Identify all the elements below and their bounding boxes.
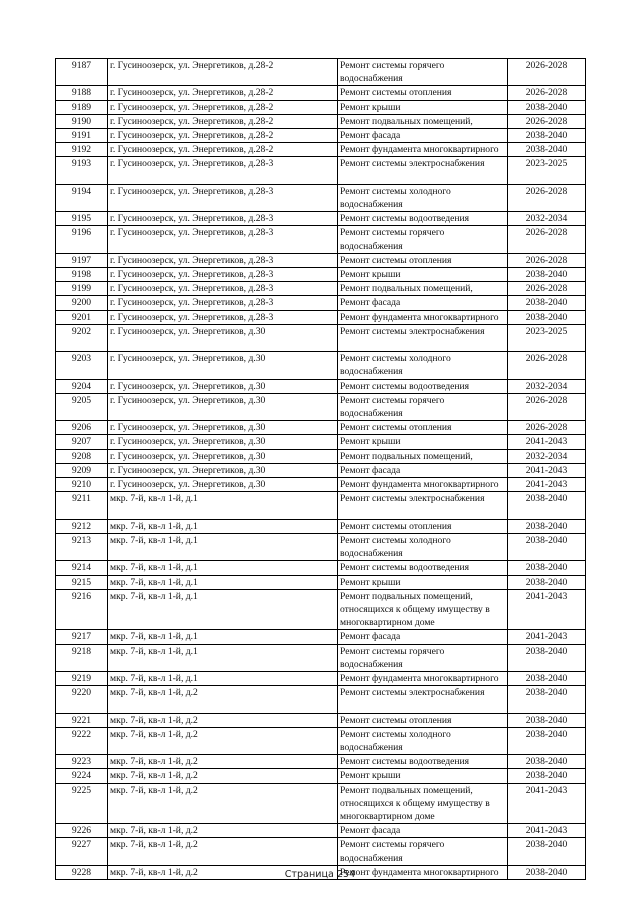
- row-number-cell: 9203: [56, 352, 108, 379]
- period-cell: 2038-2040: [508, 100, 586, 114]
- row-number-cell: 9188: [56, 86, 108, 100]
- row-number-cell: 9224: [56, 769, 108, 783]
- row-number-cell: 9190: [56, 114, 108, 128]
- table-row: [56, 492, 586, 519]
- row-number-cell: 9210: [56, 478, 108, 492]
- table-row: [56, 379, 586, 393]
- work-type-line: Ремонт системы отопления: [340, 87, 452, 99]
- address-cell: г. Гусиноозерск, ул. Энергетиков, д.28-2: [108, 100, 338, 114]
- address-cell: мкр. 7-й, кв-л 1-й, д.1: [108, 492, 338, 519]
- work-type-cell: [338, 212, 508, 226]
- row-number-cell: 9211: [56, 492, 108, 519]
- row-number-cell: 9222: [56, 727, 108, 754]
- work-type-line: Ремонт подвальных помещений,: [340, 450, 473, 462]
- address-cell: мкр. 7-й, кв-л 1-й, д.1: [108, 644, 338, 671]
- table-row: [56, 838, 586, 865]
- work-type-line: Ремонт фундамента многоквартирного: [340, 672, 499, 684]
- table-row: [56, 421, 586, 435]
- table-row: [56, 296, 586, 310]
- address-cell: г. Гусиноозерск, ул. Энергетиков, д.28-3: [108, 212, 338, 226]
- work-type-line: Ремонт системы электроснабжения: [340, 325, 485, 337]
- period-cell: 2038-2040: [508, 727, 586, 754]
- period-cell: 2038-2040: [508, 533, 586, 560]
- work-type-cell: [338, 755, 508, 769]
- work-type-cell: [338, 100, 508, 114]
- work-type-cell: [338, 114, 508, 128]
- work-type-line: Ремонт фундамента многоквартирного: [340, 479, 499, 491]
- table-row: [56, 59, 586, 86]
- row-number-cell: 9218: [56, 644, 108, 671]
- address-cell: г. Гусиноозерск, ул. Энергетиков, д.28-3: [108, 226, 338, 253]
- work-type-cell: [338, 393, 508, 420]
- period-cell: 2038-2040: [508, 671, 586, 685]
- table-row: [56, 519, 586, 533]
- table-row: [56, 769, 586, 783]
- address-cell: г. Гусиноозерск, ул. Энергетиков, д.28-2: [108, 59, 338, 86]
- work-type-line: [340, 699, 505, 712]
- period-cell: 2041-2043: [508, 824, 586, 838]
- address-cell: г. Гусиноозерск, ул. Энергетиков, д.28-3: [108, 282, 338, 296]
- row-number-cell: 9213: [56, 533, 108, 560]
- address-cell: г. Гусиноозерск, ул. Энергетиков, д.30: [108, 421, 338, 435]
- work-type-cell: [338, 575, 508, 589]
- work-type-line: Ремонт системы холодного: [340, 353, 451, 365]
- work-type-cell: [338, 561, 508, 575]
- work-type-line: Ремонт системы электроснабжения: [340, 493, 485, 505]
- period-cell: 2026-2028: [508, 421, 586, 435]
- table-row: [56, 184, 586, 211]
- row-number-cell: 9217: [56, 630, 108, 644]
- work-type-line: Ремонт системы отопления: [340, 422, 452, 434]
- row-number-cell: 9223: [56, 755, 108, 769]
- row-number-cell: 9191: [56, 129, 108, 143]
- period-cell: 2041-2043: [508, 783, 586, 824]
- table-row: [56, 86, 586, 100]
- period-cell: 2038-2040: [508, 686, 586, 713]
- table-row: [56, 533, 586, 560]
- period-cell: 2026-2028: [508, 226, 586, 253]
- row-number-cell: 9201: [56, 310, 108, 324]
- table-row: [56, 143, 586, 157]
- period-cell: 2041-2043: [508, 478, 586, 492]
- row-number-cell: 9195: [56, 212, 108, 226]
- table-row: [56, 435, 586, 449]
- row-number-cell: 9207: [56, 435, 108, 449]
- table-row: [56, 449, 586, 463]
- period-cell: 2038-2040: [508, 713, 586, 727]
- work-type-cell: [338, 478, 508, 492]
- work-type-line: [340, 171, 505, 184]
- work-type-line: водоснабжения: [340, 366, 403, 378]
- row-number-cell: 9199: [56, 282, 108, 296]
- work-type-cell: [338, 282, 508, 296]
- period-cell: 2038-2040: [508, 296, 586, 310]
- work-type-cell: [338, 838, 508, 865]
- page-number: Страница 254: [284, 869, 356, 880]
- work-type-line: Ремонт системы горячего: [340, 227, 445, 239]
- table-row: [56, 114, 586, 128]
- address-cell: мкр. 7-й, кв-л 1-й, д.2: [108, 838, 338, 865]
- period-cell: 2026-2028: [508, 184, 586, 211]
- address-cell: г. Гусиноозерск, ул. Энергетиков, д.28-3: [108, 268, 338, 282]
- period-cell: 2038-2040: [508, 143, 586, 157]
- work-type-line: Ремонт системы отопления: [340, 714, 452, 726]
- work-type-cell: [338, 253, 508, 267]
- address-cell: г. Гусиноозерск, ул. Энергетиков, д.28-2: [108, 86, 338, 100]
- work-type-line: Ремонт системы холодного: [340, 534, 451, 546]
- row-number-cell: 9228: [56, 865, 108, 879]
- period-cell: 2026-2028: [508, 352, 586, 379]
- work-type-line: водоснабжения: [340, 852, 403, 864]
- work-type-line: Ремонт фундамента многоквартирного: [340, 866, 499, 878]
- address-cell: г. Гусиноозерск, ул. Энергетиков, д.28-3: [108, 253, 338, 267]
- address-cell: г. Гусиноозерск, ул. Энергетиков, д.28-3: [108, 157, 338, 184]
- work-type-line: Ремонт фасада: [340, 825, 401, 837]
- table-row: [56, 100, 586, 114]
- period-cell: 2038-2040: [508, 561, 586, 575]
- work-type-cell: [338, 713, 508, 727]
- work-type-line: многоквартирном доме: [340, 810, 435, 822]
- table-row: [56, 157, 586, 184]
- address-cell: мкр. 7-й, кв-л 1-й, д.1: [108, 671, 338, 685]
- table-row: [56, 324, 586, 351]
- work-type-line: Ремонт системы водоотведения: [340, 756, 470, 768]
- period-cell: 2038-2040: [508, 268, 586, 282]
- work-type-line: Ремонт подвальных помещений,: [340, 115, 473, 127]
- address-cell: мкр. 7-й, кв-л 1-й, д.2: [108, 755, 338, 769]
- work-type-line: Ремонт фасада: [340, 631, 401, 643]
- work-type-line: Ремонт системы водоотведения: [340, 213, 470, 225]
- work-type-cell: [338, 783, 508, 824]
- row-number-cell: 9196: [56, 226, 108, 253]
- work-type-line: Ремонт системы отопления: [340, 254, 452, 266]
- address-cell: мкр. 7-й, кв-л 1-й, д.1: [108, 589, 338, 630]
- period-cell: 2026-2028: [508, 114, 586, 128]
- work-type-cell: [338, 630, 508, 644]
- work-type-line: Ремонт фундамента многоквартирного: [340, 144, 499, 156]
- table-row: [56, 253, 586, 267]
- row-number-cell: 9219: [56, 671, 108, 685]
- work-type-line: Ремонт системы горячего: [340, 394, 445, 406]
- table-row: [56, 783, 586, 824]
- table-row: [56, 727, 586, 754]
- row-number-cell: 9216: [56, 589, 108, 630]
- work-type-cell: [338, 86, 508, 100]
- work-type-line: водоснабжения: [340, 199, 403, 211]
- row-number-cell: 9208: [56, 449, 108, 463]
- work-type-line: относящихся к общему имуществу в: [340, 797, 490, 809]
- work-type-cell: [338, 379, 508, 393]
- address-cell: г. Гусиноозерск, ул. Энергетиков, д.28-2: [108, 143, 338, 157]
- table-row: [56, 671, 586, 685]
- work-type-line: Ремонт системы электроснабжения: [340, 687, 485, 699]
- work-type-cell: [338, 143, 508, 157]
- work-type-cell: [338, 129, 508, 143]
- row-number-cell: 9214: [56, 561, 108, 575]
- work-type-line: Ремонт крыши: [340, 101, 401, 113]
- address-cell: г. Гусиноозерск, ул. Энергетиков, д.30: [108, 352, 338, 379]
- period-cell: 2038-2040: [508, 492, 586, 519]
- work-type-line: Ремонт подвальных помещений,: [340, 283, 473, 295]
- work-type-cell: [338, 184, 508, 211]
- work-type-line: водоснабжения: [340, 658, 403, 670]
- period-cell: 2032-2034: [508, 379, 586, 393]
- table-row: [56, 463, 586, 477]
- work-type-line: Ремонт системы горячего: [340, 839, 445, 851]
- work-type-cell: [338, 324, 508, 351]
- address-cell: г. Гусиноозерск, ул. Энергетиков, д.30: [108, 478, 338, 492]
- repair-schedule-table: [55, 58, 586, 880]
- work-type-cell: [338, 226, 508, 253]
- work-type-line: Ремонт крыши: [340, 770, 401, 782]
- address-cell: мкр. 7-й, кв-л 1-й, д.2: [108, 686, 338, 713]
- address-cell: мкр. 7-й, кв-л 1-й, д.2: [108, 824, 338, 838]
- address-cell: мкр. 7-й, кв-л 1-й, д.1: [108, 575, 338, 589]
- table-row: [56, 393, 586, 420]
- work-type-cell: [338, 671, 508, 685]
- row-number-cell: 9227: [56, 838, 108, 865]
- address-cell: мкр. 7-й, кв-л 1-й, д.2: [108, 727, 338, 754]
- row-number-cell: 9198: [56, 268, 108, 282]
- period-cell: 2038-2040: [508, 865, 586, 879]
- work-type-line: Ремонт системы холодного: [340, 185, 451, 197]
- period-cell: 2041-2043: [508, 435, 586, 449]
- period-cell: 2023-2025: [508, 324, 586, 351]
- table-row: [56, 644, 586, 671]
- work-type-line: Ремонт фасада: [340, 130, 401, 142]
- work-type-line: Ремонт системы отопления: [340, 520, 452, 532]
- work-type-cell: [338, 59, 508, 86]
- work-type-cell: [338, 421, 508, 435]
- address-cell: мкр. 7-й, кв-л 1-й, д.1: [108, 561, 338, 575]
- period-cell: 2023-2025: [508, 157, 586, 184]
- row-number-cell: 9220: [56, 686, 108, 713]
- table-row: [56, 478, 586, 492]
- work-type-line: Ремонт системы электроснабжения: [340, 158, 485, 170]
- row-number-cell: 9194: [56, 184, 108, 211]
- table-row: [56, 713, 586, 727]
- row-number-cell: 9202: [56, 324, 108, 351]
- work-type-cell: [338, 589, 508, 630]
- period-cell: 2041-2043: [508, 463, 586, 477]
- period-cell: 2032-2034: [508, 212, 586, 226]
- work-type-cell: [338, 435, 508, 449]
- table-row: [56, 686, 586, 713]
- row-number-cell: 9193: [56, 157, 108, 184]
- row-number-cell: 9205: [56, 393, 108, 420]
- table-row: [56, 282, 586, 296]
- address-cell: мкр. 7-й, кв-л 1-й, д.1: [108, 533, 338, 560]
- address-cell: г. Гусиноозерск, ул. Энергетиков, д.30: [108, 393, 338, 420]
- work-type-line: водоснабжения: [340, 240, 403, 252]
- address-cell: мкр. 7-й, кв-л 1-й, д.2: [108, 865, 338, 879]
- table-row: [56, 226, 586, 253]
- row-number-cell: 9192: [56, 143, 108, 157]
- work-type-line: водоснабжения: [340, 741, 403, 753]
- period-cell: 2026-2028: [508, 253, 586, 267]
- period-cell: 2038-2040: [508, 310, 586, 324]
- work-type-cell: [338, 824, 508, 838]
- address-cell: г. Гусиноозерск, ул. Энергетиков, д.28-2: [108, 114, 338, 128]
- work-type-line: Ремонт системы горячего: [340, 60, 445, 71]
- work-type-line: Ремонт фасада: [340, 297, 401, 309]
- row-number-cell: 9204: [56, 379, 108, 393]
- row-number-cell: 9215: [56, 575, 108, 589]
- work-type-cell: [338, 296, 508, 310]
- work-type-line: относящихся к общему имуществу в: [340, 603, 490, 615]
- work-type-line: водоснабжения: [340, 73, 403, 85]
- row-number-cell: 9212: [56, 519, 108, 533]
- work-type-cell: [338, 449, 508, 463]
- table-row: [56, 268, 586, 282]
- table-row: [56, 561, 586, 575]
- period-cell: 2038-2040: [508, 769, 586, 783]
- work-type-cell: [338, 644, 508, 671]
- work-type-cell: [338, 352, 508, 379]
- period-cell: 2038-2040: [508, 644, 586, 671]
- period-cell: 2038-2040: [508, 755, 586, 769]
- address-cell: г. Гусиноозерск, ул. Энергетиков, д.28-2: [108, 129, 338, 143]
- work-type-line: многоквартирном доме: [340, 617, 435, 629]
- work-type-line: [340, 506, 505, 519]
- work-type-line: водоснабжения: [340, 408, 403, 420]
- table-row: [56, 755, 586, 769]
- period-cell: 2026-2028: [508, 59, 586, 86]
- work-type-line: Ремонт фасада: [340, 464, 401, 476]
- row-number-cell: 9189: [56, 100, 108, 114]
- address-cell: г. Гусиноозерск, ул. Энергетиков, д.30: [108, 449, 338, 463]
- row-number-cell: 9209: [56, 463, 108, 477]
- table-row: [56, 129, 586, 143]
- period-cell: 2041-2043: [508, 630, 586, 644]
- table-row: [56, 824, 586, 838]
- work-type-cell: [338, 727, 508, 754]
- address-cell: г. Гусиноозерск, ул. Энергетиков, д.30: [108, 324, 338, 351]
- work-type-cell: [338, 268, 508, 282]
- work-type-cell: [338, 463, 508, 477]
- work-type-cell: [338, 769, 508, 783]
- row-number-cell: 9187: [56, 59, 108, 86]
- table-row: [56, 212, 586, 226]
- address-cell: г. Гусиноозерск, ул. Энергетиков, д.30: [108, 435, 338, 449]
- address-cell: мкр. 7-й, кв-л 1-й, д.2: [108, 769, 338, 783]
- address-cell: мкр. 7-й, кв-л 1-й, д.1: [108, 630, 338, 644]
- table-body: [56, 59, 586, 880]
- work-type-cell: [338, 533, 508, 560]
- period-cell: 2026-2028: [508, 86, 586, 100]
- work-type-line: Ремонт крыши: [340, 436, 401, 448]
- work-type-line: Ремонт крыши: [340, 269, 401, 281]
- period-cell: 2038-2040: [508, 838, 586, 865]
- address-cell: г. Гусиноозерск, ул. Энергетиков, д.28-3: [108, 184, 338, 211]
- period-cell: 2026-2028: [508, 393, 586, 420]
- table-row: [56, 310, 586, 324]
- work-type-line: Ремонт крыши: [340, 576, 401, 588]
- work-type-line: Ремонт системы водоотведения: [340, 380, 470, 392]
- work-type-cell: [338, 310, 508, 324]
- row-number-cell: 9197: [56, 253, 108, 267]
- work-type-line: Ремонт подвальных помещений,: [340, 784, 473, 796]
- work-type-line: Ремонт системы горячего: [340, 645, 445, 657]
- table-row: [56, 630, 586, 644]
- work-type-line: Ремонт системы водоотведения: [340, 562, 470, 574]
- work-type-cell: [338, 519, 508, 533]
- work-type-line: водоснабжения: [340, 548, 403, 560]
- address-cell: мкр. 7-й, кв-л 1-й, д.1: [108, 519, 338, 533]
- work-type-line: Ремонт подвальных помещений,: [340, 590, 473, 602]
- address-cell: г. Гусиноозерск, ул. Энергетиков, д.30: [108, 463, 338, 477]
- row-number-cell: 9200: [56, 296, 108, 310]
- table-row: [56, 575, 586, 589]
- address-cell: г. Гусиноозерск, ул. Энергетиков, д.28-3: [108, 310, 338, 324]
- period-cell: 2032-2034: [508, 449, 586, 463]
- period-cell: 2026-2028: [508, 282, 586, 296]
- work-type-cell: [338, 686, 508, 713]
- period-cell: 2041-2043: [508, 589, 586, 630]
- row-number-cell: 9226: [56, 824, 108, 838]
- work-type-cell: [338, 492, 508, 519]
- address-cell: г. Гусиноозерск, ул. Энергетиков, д.28-3: [108, 296, 338, 310]
- work-type-line: [340, 338, 505, 351]
- work-type-line: Ремонт фундамента многоквартирного: [340, 311, 499, 323]
- address-cell: мкр. 7-й, кв-л 1-й, д.2: [108, 783, 338, 824]
- row-number-cell: 9206: [56, 421, 108, 435]
- period-cell: 2038-2040: [508, 519, 586, 533]
- row-number-cell: 9221: [56, 713, 108, 727]
- period-cell: 2038-2040: [508, 575, 586, 589]
- address-cell: г. Гусиноозерск, ул. Энергетиков, д.30: [108, 379, 338, 393]
- period-cell: 2038-2040: [508, 129, 586, 143]
- address-cell: мкр. 7-й, кв-л 1-й, д.2: [108, 713, 338, 727]
- row-number-cell: 9225: [56, 783, 108, 824]
- table-row: [56, 589, 586, 630]
- table-row: [56, 352, 586, 379]
- work-type-cell: [338, 157, 508, 184]
- work-type-line: Ремонт системы холодного: [340, 728, 451, 740]
- repair-schedule-table-container: [55, 58, 585, 880]
